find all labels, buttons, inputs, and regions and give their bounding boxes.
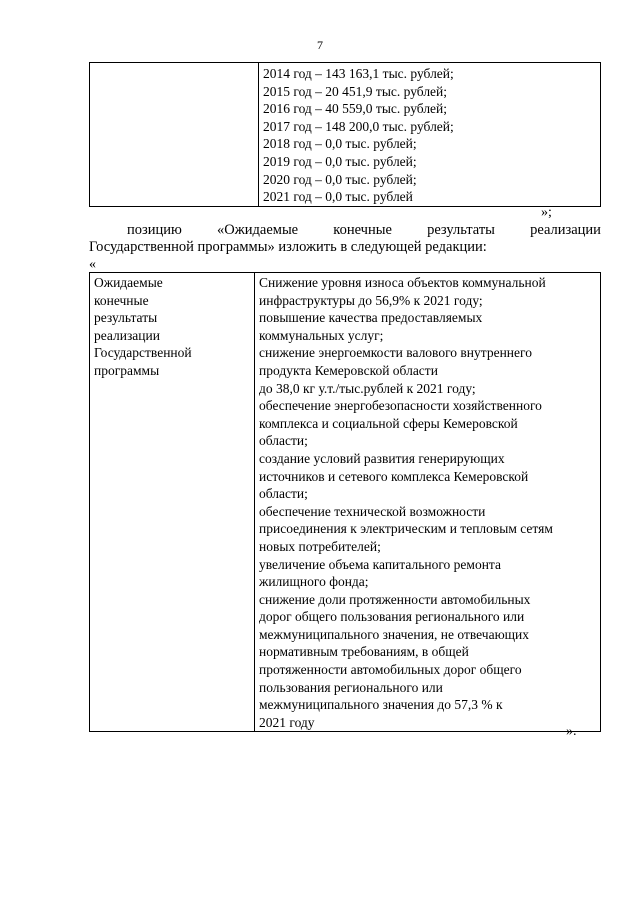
result-line: повышение качества предоставляемых xyxy=(259,310,483,326)
result-line: снижение доли протяженности автомобильных xyxy=(259,591,531,607)
closing-quote: »; xyxy=(541,205,552,220)
result-line: обеспечение технической возможности xyxy=(259,503,486,519)
result-line: жилищного фонда; xyxy=(259,574,369,590)
result-line: увеличение объема капитального ремонта xyxy=(259,556,501,572)
result-line: межмуниципального значения, не отвечающих xyxy=(259,626,530,642)
paragraph-word: результаты xyxy=(427,222,495,238)
result-line: 2021 году xyxy=(259,714,315,730)
funding-values-cell xyxy=(259,63,601,207)
paragraph-line-1 xyxy=(89,222,601,239)
result-line: нормативным требованиям, в общей xyxy=(259,644,469,660)
result-line: протяженности автомобильных дорог общего xyxy=(259,662,522,678)
funding-label-cell xyxy=(90,63,259,207)
label-line: результаты xyxy=(94,310,158,326)
label-line: реализации xyxy=(94,327,160,343)
paragraph-word: конечные xyxy=(333,222,392,238)
funding-line: 2020 год – 0,0 тыс. рублей; xyxy=(263,171,417,187)
amendment-paragraph xyxy=(89,222,601,256)
paragraph-word: реализации xyxy=(530,222,601,238)
result-line: присоединения к электрическим и тепловым сетям xyxy=(259,521,553,537)
funding-line: 2016 год – 40 559,0 тыс. рублей; xyxy=(263,101,448,117)
funding-line: 2015 год – 20 451,9 тыс. рублей; xyxy=(263,83,448,99)
closing-quote: ». xyxy=(566,724,577,739)
funding-table xyxy=(89,62,601,207)
opening-quote: « xyxy=(89,257,96,272)
page-number: 7 xyxy=(317,38,323,52)
paragraph-word: позицию xyxy=(127,222,182,238)
funding-line: 2017 год – 148 200,0 тыс. рублей; xyxy=(263,118,454,134)
funding-line: 2018 год – 0,0 тыс. рублей; xyxy=(263,136,417,152)
funding-line: 2014 год – 143 163,1 тыс. рублей; xyxy=(263,66,454,81)
table-row xyxy=(90,63,601,207)
result-line: инфраструктуры до 56,9% к 2021 году; xyxy=(259,292,483,308)
paragraph-word: «Ожидаемые xyxy=(217,222,299,238)
label-line: конечные xyxy=(94,292,149,308)
funding-line: 2019 год – 0,0 тыс. рублей; xyxy=(263,153,417,169)
result-line: области; xyxy=(259,486,308,502)
result-line: обеспечение энергобезопасности хозяйственного xyxy=(259,398,542,414)
result-line: пользования регионального или xyxy=(259,679,443,695)
result-line: новых потребителей; xyxy=(259,538,381,554)
result-line: продукта Кемеровской области xyxy=(259,362,438,378)
funding-line: 2021 год – 0,0 тыс. рублей xyxy=(263,189,413,205)
result-line: создание условий развития генерирующих xyxy=(259,450,505,466)
results-values-cell xyxy=(255,273,601,732)
result-line: комплекса и социальной сферы Кемеровской xyxy=(259,415,518,431)
result-line: дорог общего пользования регионального или xyxy=(259,609,525,625)
label-line: Государственной xyxy=(94,345,192,361)
table-row xyxy=(90,273,601,732)
result-line: Снижение уровня износа объектов коммунальной xyxy=(259,275,546,290)
result-line: источников и сетевого комплекса Кемеровской xyxy=(259,468,529,484)
results-label-cell xyxy=(90,273,255,732)
result-line: снижение энергоемкости валового внутреннего xyxy=(259,345,532,361)
paragraph-line-2: Государственной программы» изложить в следующей редакции: xyxy=(89,239,487,255)
results-table xyxy=(89,272,601,732)
label-line: Ожидаемые xyxy=(94,275,163,290)
label-line: программы xyxy=(94,362,160,378)
result-line: межмуниципального значения до 57,3 % к xyxy=(259,697,503,713)
result-line: до 38,0 кг у.т./тыс.рублей к 2021 году; xyxy=(259,380,476,396)
result-line: коммунальных услуг; xyxy=(259,327,384,343)
result-line: области; xyxy=(259,433,308,449)
